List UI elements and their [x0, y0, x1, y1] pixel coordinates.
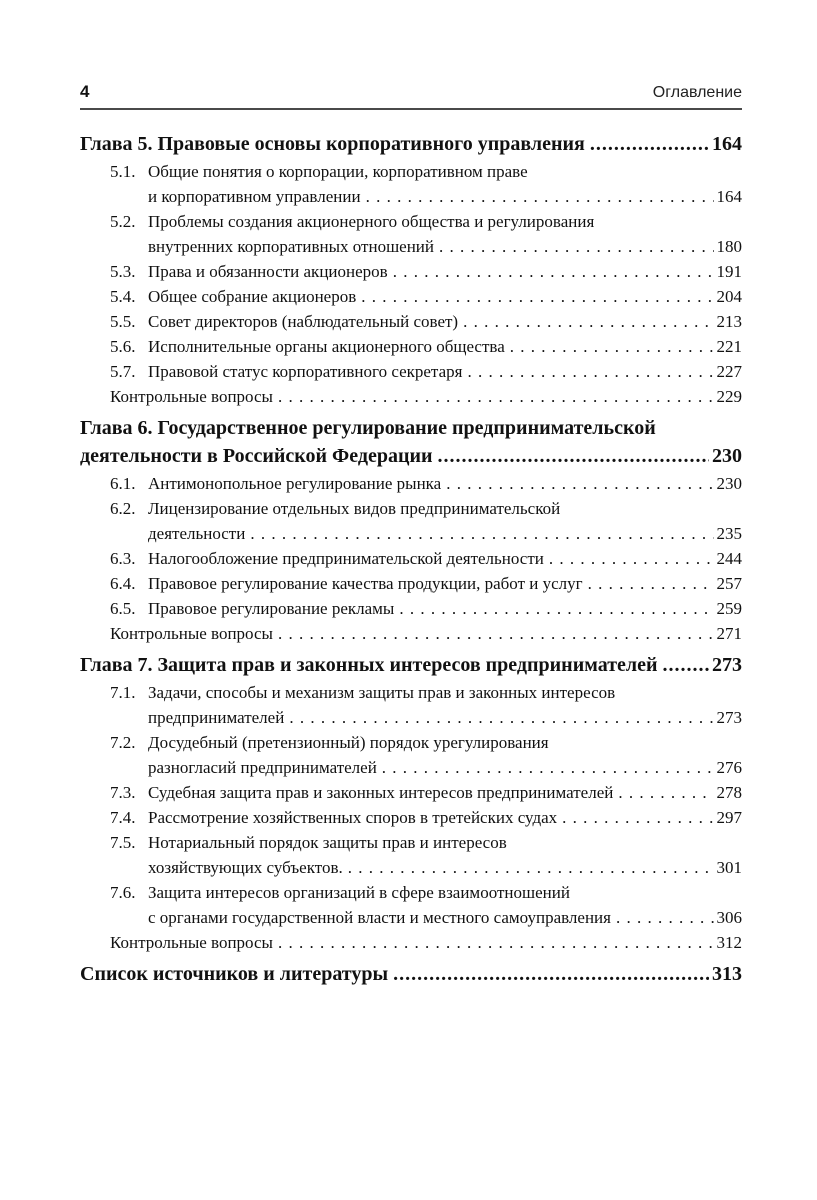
toc-entry-line: [148, 334, 742, 359]
toc-entry-body: [148, 546, 742, 571]
toc-entry-line: [148, 755, 742, 780]
dot-leader: [510, 334, 714, 359]
toc-entry-page: 297: [716, 808, 742, 827]
toc-section-row: [80, 259, 742, 284]
toc-entry-number: 6.3.: [110, 549, 136, 568]
toc-entry-line: [148, 905, 742, 930]
toc-entry-line: [148, 234, 742, 259]
toc-entry-number: 5.5.: [110, 312, 136, 331]
running-header: [80, 82, 742, 110]
toc-entry-body: [110, 621, 742, 646]
toc-entry-body: [148, 209, 742, 259]
toc-entry-number: 7.3.: [110, 783, 136, 802]
toc-entry-page: 244: [716, 549, 742, 568]
toc-entry-text: Список источников и литературы: [80, 963, 389, 985]
toc-entry-text: Исполнительные органы акционерного общества: [148, 337, 505, 356]
toc-entry-number: 5.4.: [110, 287, 136, 306]
toc-entry-page: 301: [716, 858, 742, 877]
toc-entry-number: 6.4.: [110, 574, 136, 593]
dot-leader: [399, 596, 713, 621]
toc-entry-line: [80, 442, 742, 470]
toc-entry-page: 230: [716, 474, 742, 493]
toc-entry-text: разногласий предпринимателей: [148, 758, 377, 777]
toc-entry-line: [148, 705, 742, 730]
toc-entry-page: 227: [716, 362, 742, 381]
toc-entry-text: Антимонопольное регулирование рынка: [148, 474, 442, 493]
toc-entry-text: Права и обязанности акционеров: [148, 262, 388, 281]
toc-entry-line: [148, 546, 742, 571]
toc-extra-row: [80, 384, 742, 409]
toc-entry-line: [148, 855, 742, 880]
header-title: Оглавление: [652, 84, 742, 101]
toc-entry-line: [148, 496, 742, 521]
toc-entry-text: Правовое регулирование качества продукции, работ и услуг: [148, 574, 583, 593]
dot-leader: [588, 571, 714, 596]
toc-entry-line: [148, 309, 742, 334]
toc-section-row: [80, 805, 742, 830]
toc-entry-body: [148, 284, 742, 309]
page-content: [80, 82, 742, 989]
toc-section-row: [80, 596, 742, 621]
toc-entry-body: [148, 805, 742, 830]
toc-chapter-row: [80, 960, 742, 988]
toc-entry-page: 221: [716, 337, 742, 356]
toc-entry-text: Общие понятия о корпорации, корпоративном праве: [148, 162, 528, 181]
toc-section-row: [80, 471, 742, 496]
toc-entry-page: 278: [716, 783, 742, 802]
toc-entry-line: [110, 930, 742, 955]
toc-entry-page: 191: [716, 262, 742, 281]
toc-section-row: [80, 830, 742, 880]
toc-entry-number: 6.2.: [110, 499, 136, 518]
toc-entry-text: Контрольные вопросы: [110, 624, 273, 643]
toc-entry-text: Задачи, способы и механизм защиты прав и законных интересов: [148, 683, 616, 702]
toc-entry-line: [148, 209, 742, 234]
toc-section-row: [80, 209, 742, 259]
toc-entry-page: 164: [716, 187, 742, 206]
dot-leader: [393, 259, 714, 284]
toc-entry-line: [80, 414, 742, 442]
toc-entry-number: 5.1.: [110, 162, 136, 181]
toc-entry-body: [148, 571, 742, 596]
toc-entry-line: [148, 471, 742, 496]
toc-entry-text: хозяйствующих субъектов.: [148, 858, 343, 877]
toc-entry-body: [148, 259, 742, 284]
toc-entry-text: деятельности: [148, 524, 246, 543]
toc-entry-line: [80, 960, 742, 988]
toc-extra-row: [80, 930, 742, 955]
dot-leader: [366, 184, 714, 209]
toc-entry-page: 259: [716, 599, 742, 618]
toc-entry-body: [148, 471, 742, 496]
toc-section-row: [80, 284, 742, 309]
toc-entry-text: и корпоративном управлении: [148, 187, 361, 206]
toc-entry-number: 7.6.: [110, 883, 136, 902]
toc-entry-text: Контрольные вопросы: [110, 933, 273, 952]
toc-entry-text: Рассмотрение хозяйственных споров в третейских судах: [148, 808, 558, 827]
toc-chapter-row: [80, 651, 742, 679]
dot-leader: [361, 284, 713, 309]
toc-entry-line: [148, 159, 742, 184]
toc-entry-number: 5.7.: [110, 362, 136, 381]
toc-entry-text: Защита интересов организаций в сфере взаимоотношений: [148, 883, 570, 902]
toc-entry-text: Нотариальный порядок защиты прав и интересов: [148, 833, 507, 852]
dot-leader: [618, 780, 713, 805]
dot-leader: [289, 705, 713, 730]
toc-entry-text: внутренних корпоративных отношений: [148, 237, 435, 256]
toc-entry-body: [80, 960, 742, 988]
toc-entry-body: [80, 130, 742, 158]
toc-entry-page: 306: [716, 908, 742, 927]
toc-entry-number: 7.5.: [110, 833, 136, 852]
toc-entry-body: [80, 414, 742, 470]
dot-leader: [446, 471, 713, 496]
toc-entry-line: [148, 730, 742, 755]
toc-entry-body: [110, 930, 742, 955]
toc-entry-body: [148, 309, 742, 334]
toc-entry-line: [110, 384, 742, 409]
toc-entry-line: [110, 621, 742, 646]
toc-entry-text: Судебная защита прав и законных интересов предпринимателей: [148, 783, 614, 802]
toc-entry-line: [148, 780, 742, 805]
toc-section-row: [80, 680, 742, 730]
toc-entry-line: [148, 830, 742, 855]
dot-leader: [616, 905, 714, 930]
toc-entry-text: Проблемы создания акционерного общества и регулирования: [148, 212, 595, 231]
toc-entry-number: 7.2.: [110, 733, 136, 752]
toc-entry-page: 273: [712, 654, 742, 676]
toc-entry-body: [148, 334, 742, 359]
toc-section-row: [80, 546, 742, 571]
toc-entry-page: 229: [716, 387, 742, 406]
toc-chapter-row: [80, 414, 742, 470]
dot-leader: [439, 234, 713, 259]
toc-section-row: [80, 334, 742, 359]
toc-entry-text: Контрольные вопросы: [110, 387, 273, 406]
toc-entry-text: Лицензирование отдельных видов предпринимательской: [148, 499, 561, 518]
dot-leader: [278, 930, 714, 955]
toc-entry-body: [148, 730, 742, 780]
toc-entry-text: деятельности в Российской Федерации: [80, 445, 433, 467]
dot-leader: [467, 359, 713, 384]
toc-entry-line: [148, 284, 742, 309]
toc-entry-page: 313: [712, 963, 742, 985]
toc-entry-page: 271: [716, 624, 742, 643]
dot-leader: [663, 651, 709, 679]
toc-entry-line: [148, 359, 742, 384]
toc-entry-text: Глава 5. Правовые основы корпоративного управления: [80, 133, 585, 155]
toc-entry-page: 213: [716, 312, 742, 331]
toc-entry-body: [148, 159, 742, 209]
toc-entry-page: 164: [712, 133, 742, 155]
toc-entry-page: 230: [712, 445, 742, 467]
toc-entry-line: [148, 880, 742, 905]
dot-leader: [393, 960, 709, 988]
dot-leader: [562, 805, 713, 830]
toc-entry-line: [148, 571, 742, 596]
toc-section-row: [80, 159, 742, 209]
toc-section-row: [80, 309, 742, 334]
toc-entry-text: Правовое регулирование рекламы: [148, 599, 395, 618]
toc-entry-page: 257: [716, 574, 742, 593]
toc-section-row: [80, 730, 742, 780]
dot-leader: [278, 621, 714, 646]
toc-entry-line: [148, 805, 742, 830]
toc-entry-text: Глава 6. Государственное регулирование предпринимательской: [80, 417, 656, 439]
toc-entry-body: [148, 780, 742, 805]
toc-entry-body: [148, 680, 742, 730]
toc-entry-body: [148, 830, 742, 880]
toc-entry-body: [110, 384, 742, 409]
dot-leader: [348, 855, 714, 880]
toc-entry-text: Налогообложение предпринимательской деятельности: [148, 549, 544, 568]
toc-list: [80, 130, 742, 988]
toc-entry-page: 235: [716, 524, 742, 543]
toc-entry-text: Правовой статус корпоративного секретаря: [148, 362, 463, 381]
toc-entry-body: [148, 596, 742, 621]
toc-entry-number: 5.3.: [110, 262, 136, 281]
toc-entry-page: 276: [716, 758, 742, 777]
toc-entry-line: [148, 259, 742, 284]
toc-entry-number: 7.1.: [110, 683, 136, 702]
toc-entry-page: 180: [716, 237, 742, 256]
toc-entry-body: [148, 496, 742, 546]
toc-entry-body: [148, 880, 742, 930]
dot-leader: [549, 546, 714, 571]
toc-section-row: [80, 359, 742, 384]
toc-entry-text: Общее собрание акционеров: [148, 287, 357, 306]
dot-leader: [250, 521, 713, 546]
dot-leader: [278, 384, 714, 409]
toc-entry-number: 6.1.: [110, 474, 136, 493]
page-number: 4: [80, 82, 90, 101]
toc-entry-line: [148, 184, 742, 209]
toc-entry-number: 7.4.: [110, 808, 136, 827]
toc-entry-page: 273: [716, 708, 742, 727]
toc-entry-line: [80, 651, 742, 679]
toc-entry-text: Совет директоров (наблюдательный совет): [148, 312, 459, 331]
toc-extra-row: [80, 621, 742, 646]
toc-entry-line: [148, 521, 742, 546]
toc-section-row: [80, 880, 742, 930]
toc-entry-page: 312: [716, 933, 742, 952]
toc-entry-line: [148, 596, 742, 621]
toc-entry-text: Глава 7. Защита прав и законных интересов предпринимателей: [80, 654, 658, 676]
toc-section-row: [80, 571, 742, 596]
toc-entry-line: [148, 680, 742, 705]
toc-entry-page: 204: [716, 287, 742, 306]
toc-entry-text: предпринимателей: [148, 708, 285, 727]
toc-entry-text: Досудебный (претензионный) порядок урегулирования: [148, 733, 549, 752]
toc-entry-number: 6.5.: [110, 599, 136, 618]
toc-entry-text: с органами государственной власти и местного самоуправления: [148, 908, 611, 927]
toc-entry-body: [148, 359, 742, 384]
dot-leader: [382, 755, 714, 780]
toc-chapter-row: [80, 130, 742, 158]
dot-leader: [463, 309, 713, 334]
dot-leader: [438, 442, 709, 470]
toc-entry-body: [80, 651, 742, 679]
toc-entry-number: 5.6.: [110, 337, 136, 356]
toc-entry-line: [80, 130, 742, 158]
toc-section-row: [80, 780, 742, 805]
toc-section-row: [80, 496, 742, 546]
toc-entry-number: 5.2.: [110, 212, 136, 231]
dot-leader: [590, 130, 709, 158]
